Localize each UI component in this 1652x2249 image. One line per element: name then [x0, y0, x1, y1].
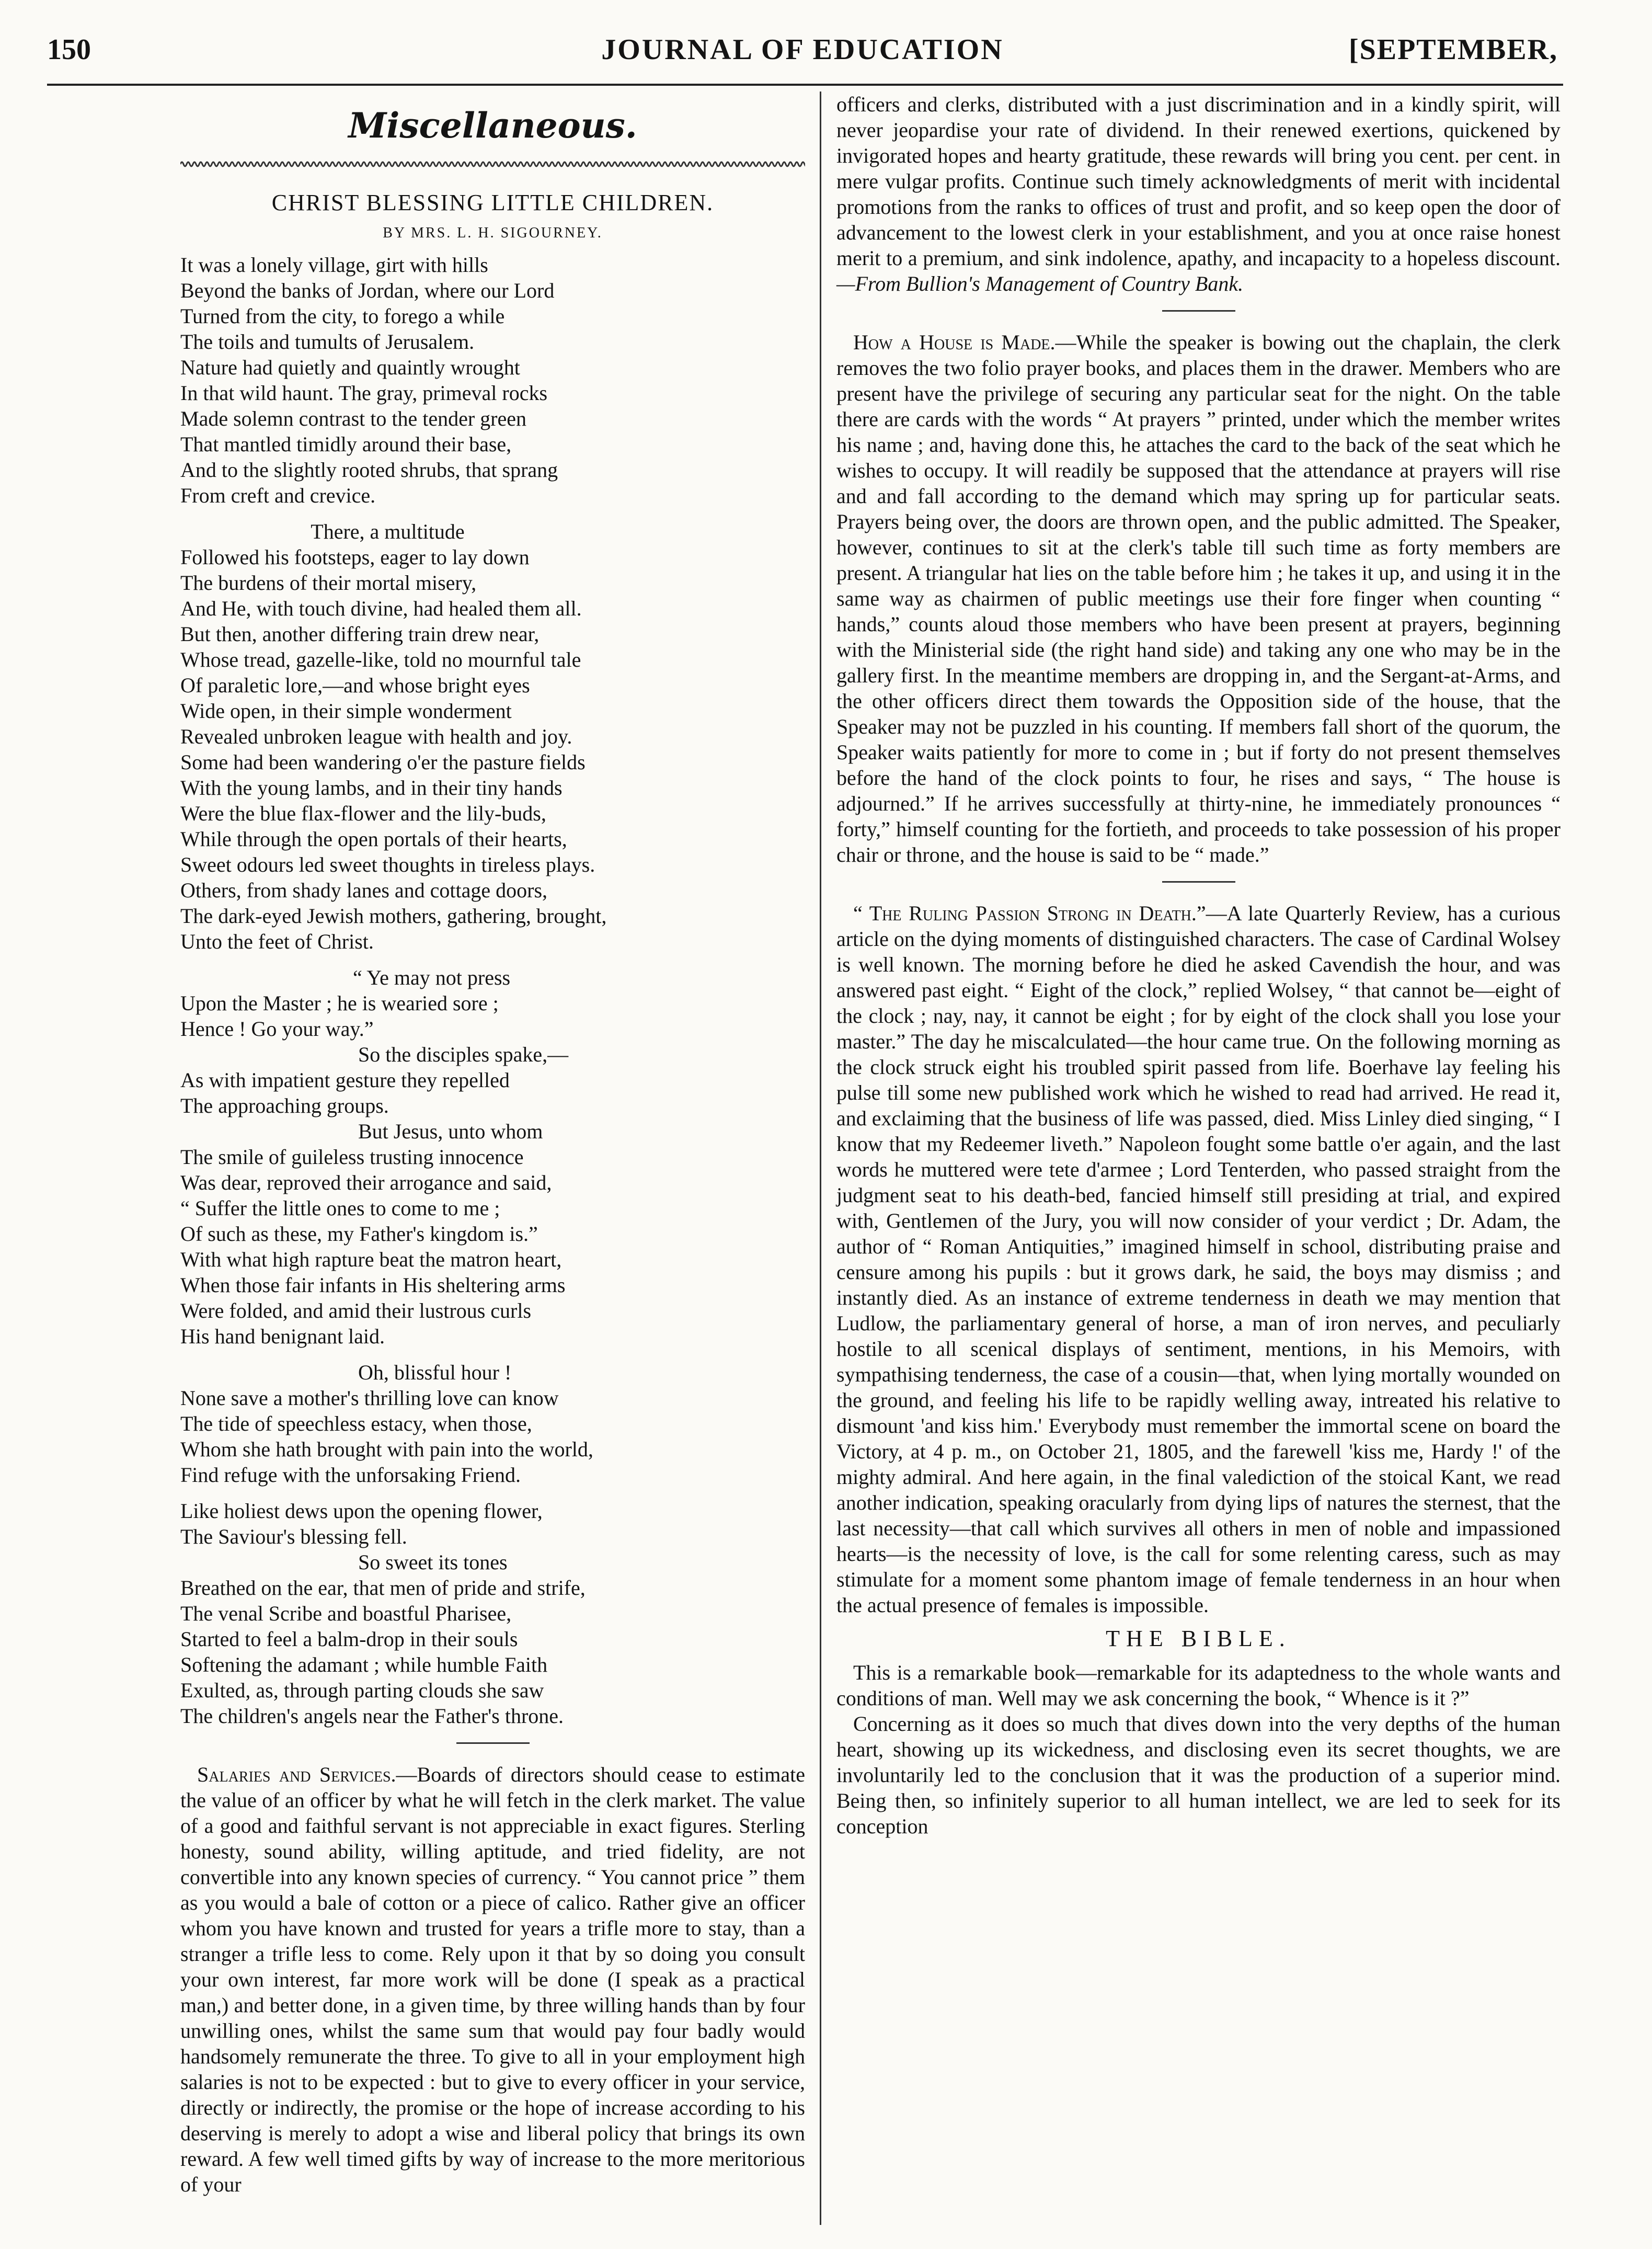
poem-stanza [180, 1498, 805, 1729]
poem-line: Oh, blissful hour ! [180, 1361, 512, 1384]
poem-line: But Jesus, unto whom [180, 1120, 543, 1143]
poem-line: While through the open portals of their hearts, [180, 827, 567, 851]
poem-line: Were folded, and amid their lustrous curls [180, 1299, 532, 1322]
article-ruling-passion [836, 900, 1561, 1618]
poem-line: As with impatient gesture they repelled [180, 1068, 510, 1092]
poem-line: The tide of speechless estacy, when those, [180, 1412, 532, 1435]
poem-line: Upon the Master ; he is wearied sore ; [180, 991, 499, 1015]
poem-line: The venal Scribe and boastful Pharisee, [180, 1602, 512, 1625]
section-separator [456, 1742, 530, 1744]
poem-line: The dark-eyed Jewish mothers, gathering, brought, [180, 904, 607, 928]
poem-line: When those fair infants in His sheltering arms [180, 1273, 566, 1297]
journal-title: JOURNAL OF EDUCATION [601, 33, 1004, 66]
poem-line: The smile of guileless trusting innocence [180, 1145, 524, 1169]
poem-line: Whom she hath brought with pain into the world, [180, 1437, 593, 1461]
section-separator [1162, 310, 1235, 312]
section-separator [1162, 881, 1235, 883]
poem-line: And He, with touch divine, had healed them all. [180, 597, 582, 620]
poem-line: None save a mother's thrilling love can know [180, 1386, 559, 1410]
poem-line: Of paraletic lore,—and whose bright eyes [180, 673, 530, 697]
header-rule [47, 84, 1563, 86]
poem-line: From creft and crevice. [180, 484, 376, 507]
poem-stanza [180, 1360, 805, 1488]
poem-line: It was a lonely village, girt with hills [180, 253, 488, 277]
poem-line: Made solemn contrast to the tender green [180, 407, 526, 430]
poem-line: So sweet its tones [180, 1550, 508, 1574]
poem-stanza [180, 965, 805, 1349]
poem-line: Some had been wandering o'er the pasture fields [180, 750, 586, 774]
article-body: —While the speaker is bowing out the chaplain, the clerk removes the two folio prayer books, and places them in the drawer. Members who are present have the privilege of securing any particular seat for the night. On the table there are cards with the words “ At prayers ” printed, under which the member writes his name ; and, having done this, he attaches the card to the back of the seat which he wishes to occupy. It will readily be supposed that the attendance at prayers will rise and and fall according to the demand which may spring up for particular seats. Prayers being over, the doors are thrown open, and the public admitted. The Speaker, however, continues to sit at the clerk's table till such time as forty members are present. A triangular hat lies on the table before him ; he takes it up, and using it in the same way as chairmen of public meetings use their fore finger when counting “ hands,” counts aloud those members who have been present at prayers, beginning with the Ministerial side (the right hand side) and taking any one who may be in the gallery first. In the meantime members are dropping in, and the Sergant-at-Arms, and the other officers direct them towards the Opposition side of the house, that the Speaker may not be puzzled in his counting. If members fall short of the quorum, the Speaker waits patiently for more to come in ; but if forty do not present themselves before the hand of the clock points to four, he rises and says, “ The house is adjourned.” If he arrives successfully at thirty-nine, he immediately pronounces “ forty,” himself counting for the fortieth, and proceeds to take possession of his proper chair or throne, and the house is said to be “ made.” [836, 330, 1561, 866]
article-source: —From Bullion's Management of Country Bank. [836, 272, 1244, 295]
poem-line: Like holiest dews upon the opening flower, [180, 1499, 543, 1523]
article-house [836, 329, 1561, 867]
poem-line: “ Ye may not press [180, 966, 511, 989]
poem-line: Unto the feet of Christ. [180, 930, 374, 953]
poem-line: Of such as these, my Father's kingdom is.” [180, 1222, 538, 1246]
poem-line: Hence ! Go your way.” [180, 1017, 374, 1041]
article-heading: “ The Ruling Passion Strong in Death.” [853, 901, 1206, 925]
article-body: officers and clerks, distributed with a just discrimination and in a kindly spirit, will never jeopardise your rate of dividend. In their renewed exertions, quickened by invigorated hopes and hearty gratitude, these rewards will bring you cent. per cent. in mere vulgar profits. Continue such timely acknowledgments of merit with incidental promotions from the ranks to offices of trust and profit, and so keep open the door of advancement to the lowest clerk in your establishment, and you at once raise honest merit to a premium, and sink indolence, apathy, and incapacity to a hopeless discount. [836, 93, 1561, 270]
poem-line: Sweet odours led sweet thoughts in tireless plays. [180, 853, 595, 876]
column-divider [820, 92, 821, 2225]
poem-line: Find refuge with the unforsaking Friend. [180, 1463, 521, 1487]
poem-line: And to the slightly rooted shrubs, that sprang [180, 458, 558, 482]
poem-line: Started to feel a balm-drop in their souls [180, 1627, 518, 1651]
poem-line: Beyond the banks of Jordan, where our Lord [180, 279, 555, 302]
bible-title: THE BIBLE. [1106, 1626, 1291, 1651]
poem-line: Breathed on the ear, that men of pride and strife, [180, 1576, 586, 1600]
poem-line: The approaching groups. [180, 1094, 389, 1117]
article-body: —A late Quarterly Review, has a curious article on the dying moments of distinguished characters. The case of Cardinal Wolsey is well known. The morning before he died he asked Cavendish the hour, and was answered past eight. “ Eight of the clock,” replied Wolsey, “ that cannot be—eight of the clock ; nay, nay, it cannot be eight ; for by eight of the clock shall you lose your master.” The day he miscalculated—the hour came true. On the following morning as the clock struck eight his troubled spirit passed from life. Boerhave lay feeling his pulse till some new published work which he wished to read had arrived. He read it, and exclaiming that the business of life was passed, died. Miss Linley died singing, “ I know that my Redeemer liveth.” Napoleon fought some battle o'er again, and the last words he muttered were tete d'armee ; Lord Tenterden, who passed straight from the judgment seat to his death-bed, fancied himself still presiding at trial, and expired with, Gentlemen of the Jury, you will now consider of your verdict ; Dr. Adam, the author of “ Roman Antiquities,” imagined himself in school, distributing praise and censure among his pupils : but it grows dark, he said, the boys may dismiss ; and instantly died. As an instance of extreme tenderness in death we may mention that Ludlow, the parliamentary general of horse, a man of iron nerves, and peculiarly hostile to all scenical displays of sentiment, mentions, in his Memoirs, with sympathising tenderness, the case of a cousin—that, when lying mortally wounded on the ground, and feeling his life to be rapidly welling away, intreated his relative to dismount 'and kiss him.' Everybody must remember the immortal scene on board the Victory, at 4 p. m., on October 21, 1805, and the farewell 'kiss me, Hardy !' of the mighty admiral. And here again, in the final valediction of the stoical Kant, we read another indication, speaking oracularly from dying lips of natures the sternest, that the last necessity—that call which survives all others in men of noble and impassioned hearts—is the necessity of love, is the call for some relenting caress, such as may stimulate for a moment some phantom image of female tenderness in an hour when the actual presence of females is impossible. [836, 901, 1561, 1617]
right-column [836, 92, 1561, 1839]
poem-line: With the young lambs, and in their tiny hands [180, 776, 563, 800]
poem-line: Was dear, reproved their arrogance and said, [180, 1171, 552, 1194]
issue-month: [SEPTEMBER, [1348, 33, 1558, 66]
poem-line: Were the blue flax-flower and the lily-buds, [180, 802, 546, 825]
poem-line: So the disciples spake,— [180, 1043, 569, 1066]
poem-line: There, a multitude [180, 520, 465, 543]
poem-line: Turned from the city, to forego a while [180, 304, 505, 328]
bible-paragraph: Concerning as it does so much that dives down into the very depths of the human heart, showing up its wickedness, and disclosing even its secret thoughts, we are involuntarily led to the conclusion that it was the production of a superior mind. Being then, so infinitely superior to all human intellect, we are led to seek for its conception [836, 1712, 1561, 1838]
article-heading: How a House is Made. [853, 330, 1056, 354]
poem-byline: BY MRS. L. H. SIGOURNEY. [383, 225, 603, 241]
poem-line: Softening the adamant ; while humble Faith [180, 1653, 548, 1676]
poem-line: Whose tread, gazelle-like, told no mournful tale [180, 648, 581, 671]
poem-stanza [180, 252, 805, 508]
section-title: Miscellaneous. [348, 105, 637, 146]
poem-line: In that wild haunt. The gray, primeval rocks [180, 381, 548, 405]
poem-line: Nature had quietly and quaintly wrought [180, 356, 520, 379]
poem-line: The burdens of their mortal misery, [180, 571, 477, 595]
poem-line: “ Suffer the little ones to come to me ; [180, 1196, 500, 1220]
page-header [47, 26, 1558, 78]
article-body: —Boards of directors should cease to estimate the value of an officer by what he will fetch in the clerk market. The value of a good and faithful servant is not appreciable in exact figures. Sterling honesty, sound ability, willing aptitude, and tried fidelity, are not convertible into any known species of currency. “ You cannot price ” them as you would a bale of cotton or a piece of calico. Rather give an officer whom you have known and trusted for years a trifle more to stay, than a stranger a trifle less to come. Rely upon it that by so doing you consult your own interest, far more work will be done (I speak as a practical man,) and better done, in a given time, by three willing hands than by four unwilling ones, whilst the same sum that would pay four badly would handsomely remunerate the three. To give to all in your employment high salaries is not to be expected : but to give to every officer in your service, directly or indirectly, the promise or the hope of increase according to his deserving is merely to adopt a wise and liberal policy that brings its own reward. A few well timed gifts by way of increase to the more meritorious of your [180, 1763, 805, 2196]
poem-line: With what high rapture beat the matron heart, [180, 1248, 562, 1271]
left-column [180, 92, 805, 2197]
poem-line: The children's angels near the Father's throne. [180, 1704, 564, 1728]
article-heading: Salaries and Services. [197, 1763, 396, 1786]
bible-paragraph: This is a remarkable book—remarkable for its adaptedness to the whole wants and conditions of man. Well may we ask concerning the book, “ Whence is it ?” [836, 1661, 1561, 1710]
poem-line: That mantled timidly around their base, [180, 432, 512, 456]
poem-stanza [180, 519, 805, 954]
poem-body [180, 252, 805, 1729]
poem-line: Revealed unbroken league with health and joy. [180, 725, 572, 748]
poem-line: Wide open, in their simple wonderment [180, 699, 512, 723]
poem-line: The Saviour's blessing fell. [180, 1525, 407, 1548]
poem-line: But then, another differing train drew near, [180, 622, 540, 646]
poem-line: Followed his footsteps, eager to lay down [180, 545, 530, 569]
article-salaries [180, 1762, 805, 2197]
poem-line: Others, from shady lanes and cottage doors, [180, 878, 548, 902]
article-salaries-continued [836, 92, 1561, 296]
wavy-divider [180, 158, 805, 170]
poem-title: CHRIST BLESSING LITTLE CHILDREN. [271, 190, 714, 215]
poem-line: Exulted, as, through parting clouds she saw [180, 1679, 544, 1702]
poem-line: His hand benignant laid. [180, 1325, 385, 1348]
poem-line: The toils and tumults of Jerusalem. [180, 330, 475, 353]
page-number: 150 [47, 33, 91, 66]
